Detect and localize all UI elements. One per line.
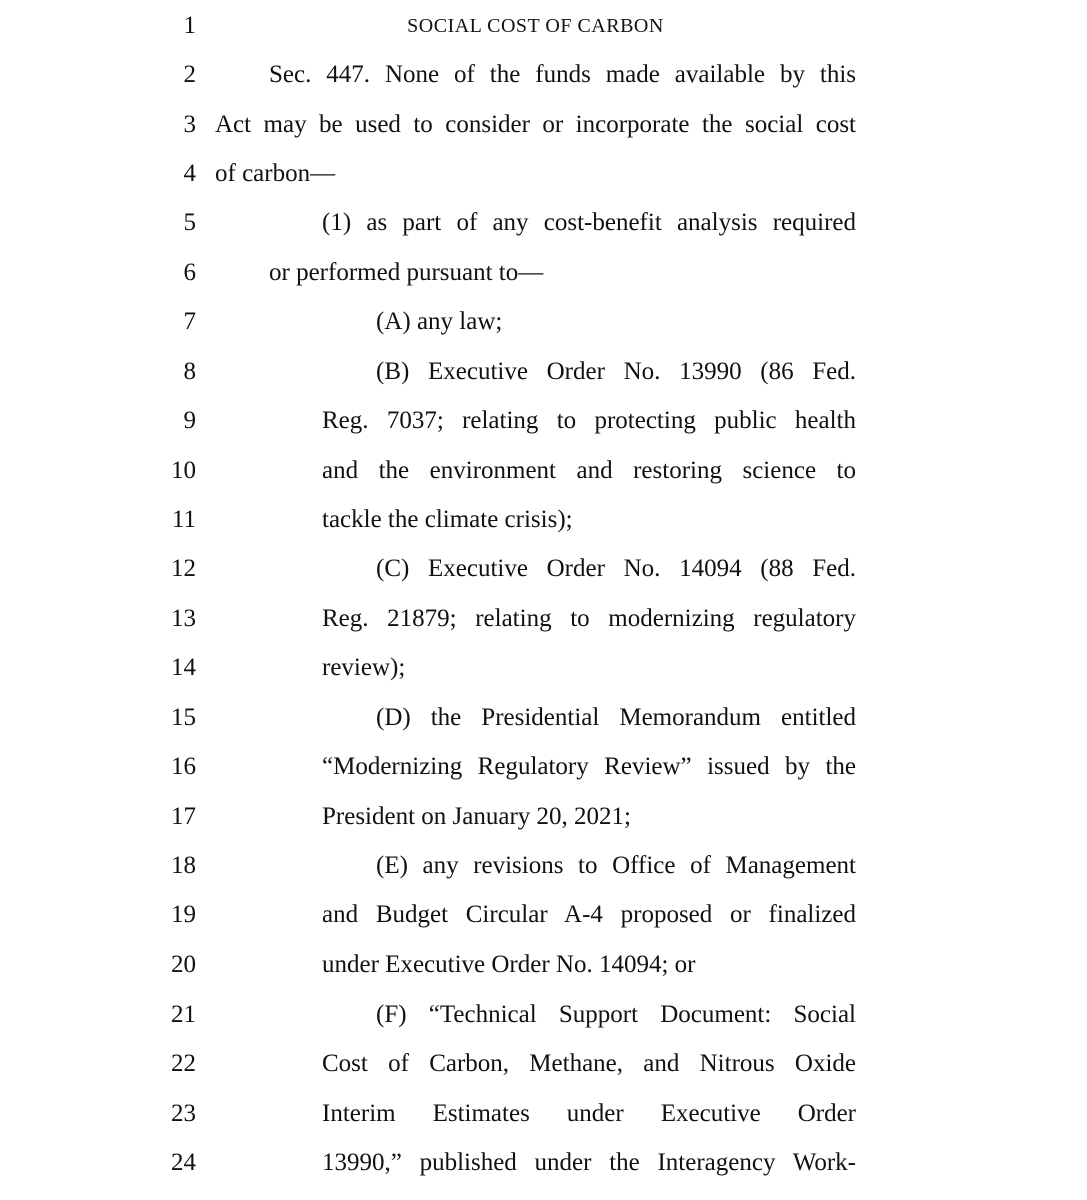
line-number: 22 xyxy=(171,1050,196,1077)
line-12 xyxy=(0,549,1087,589)
line-text: (E) any revisions to Office of Management xyxy=(376,852,856,879)
line-text: under Executive Order No. 14094; or xyxy=(322,951,696,978)
line-number: 14 xyxy=(171,654,196,681)
line-text: tackle the climate crisis); xyxy=(322,506,573,533)
line-text: (1) as part of any cost-benefit analysis required xyxy=(322,209,856,236)
line-number: 1 xyxy=(183,12,196,39)
line-16 xyxy=(0,747,1087,787)
line-11 xyxy=(0,500,1087,540)
line-13 xyxy=(0,599,1087,639)
line-text: President on January 20, 2021; xyxy=(322,803,631,830)
line-7 xyxy=(0,302,1087,342)
line-17 xyxy=(0,797,1087,837)
line-number: 2 xyxy=(183,61,196,88)
line-24 xyxy=(0,1143,1087,1183)
line-number: 15 xyxy=(171,704,196,731)
line-number: 10 xyxy=(171,457,196,484)
line-text: 13990,” published under the Interagency Work- xyxy=(322,1149,856,1176)
line-number: 13 xyxy=(171,605,196,632)
line-number: 12 xyxy=(171,555,196,582)
line-number: 4 xyxy=(183,160,196,187)
line-18 xyxy=(0,846,1087,886)
line-number: 11 xyxy=(171,506,196,533)
line-text: Sec. 447. None of the funds made available by this xyxy=(269,61,856,88)
line-8 xyxy=(0,352,1087,392)
line-number: 19 xyxy=(171,901,196,928)
line-1 xyxy=(0,6,1087,46)
line-number: 8 xyxy=(183,358,196,385)
line-text: Reg. 7037; relating to protecting public health xyxy=(322,407,856,434)
line-text: (F) “Technical Support Document: Social xyxy=(376,1001,856,1028)
line-number: 18 xyxy=(171,852,196,879)
line-number: 3 xyxy=(183,111,196,138)
line-number: 23 xyxy=(171,1100,196,1127)
line-text: (D) the Presidential Memorandum entitled xyxy=(376,704,856,731)
line-number: 7 xyxy=(183,308,196,335)
line-23 xyxy=(0,1094,1087,1134)
line-text: (A) any law; xyxy=(376,308,503,335)
line-22 xyxy=(0,1044,1087,1084)
line-number: 21 xyxy=(171,1001,196,1028)
line-text: Act may be used to consider or incorporate the social cost xyxy=(215,111,856,138)
line-15 xyxy=(0,698,1087,738)
line-text: (C) Executive Order No. 14094 (88 Fed. xyxy=(376,555,856,582)
line-text: and the environment and restoring science to xyxy=(322,457,856,484)
line-text: “Modernizing Regulatory Review” issued by the xyxy=(322,753,856,780)
line-number: 9 xyxy=(183,407,196,434)
line-text: Reg. 21879; relating to modernizing regulatory xyxy=(322,605,856,632)
line-number: 17 xyxy=(171,803,196,830)
line-number: 5 xyxy=(183,209,196,236)
line-2 xyxy=(0,55,1087,95)
line-number: 20 xyxy=(171,951,196,978)
line-14 xyxy=(0,648,1087,688)
line-text: and Budget Circular A-4 proposed or finalized xyxy=(322,901,856,928)
line-text: Interim Estimates under Executive Order xyxy=(322,1100,856,1127)
section-heading: SOCIAL COST OF CARBON xyxy=(407,15,664,37)
line-20 xyxy=(0,945,1087,985)
line-3 xyxy=(0,105,1087,145)
line-10 xyxy=(0,451,1087,491)
line-text: review); xyxy=(322,654,406,681)
line-text: (B) Executive Order No. 13990 (86 Fed. xyxy=(376,358,856,385)
line-text: or performed pursuant to— xyxy=(269,259,544,286)
line-text: Cost of Carbon, Methane, and Nitrous Oxide xyxy=(322,1050,856,1077)
line-9 xyxy=(0,401,1087,441)
line-number: 24 xyxy=(171,1149,196,1176)
line-number: 6 xyxy=(183,259,196,286)
line-6 xyxy=(0,253,1087,293)
line-19 xyxy=(0,895,1087,935)
line-number: 16 xyxy=(171,753,196,780)
line-21 xyxy=(0,995,1087,1035)
line-4 xyxy=(0,154,1087,194)
line-text: of carbon— xyxy=(215,160,336,187)
line-5 xyxy=(0,203,1087,243)
